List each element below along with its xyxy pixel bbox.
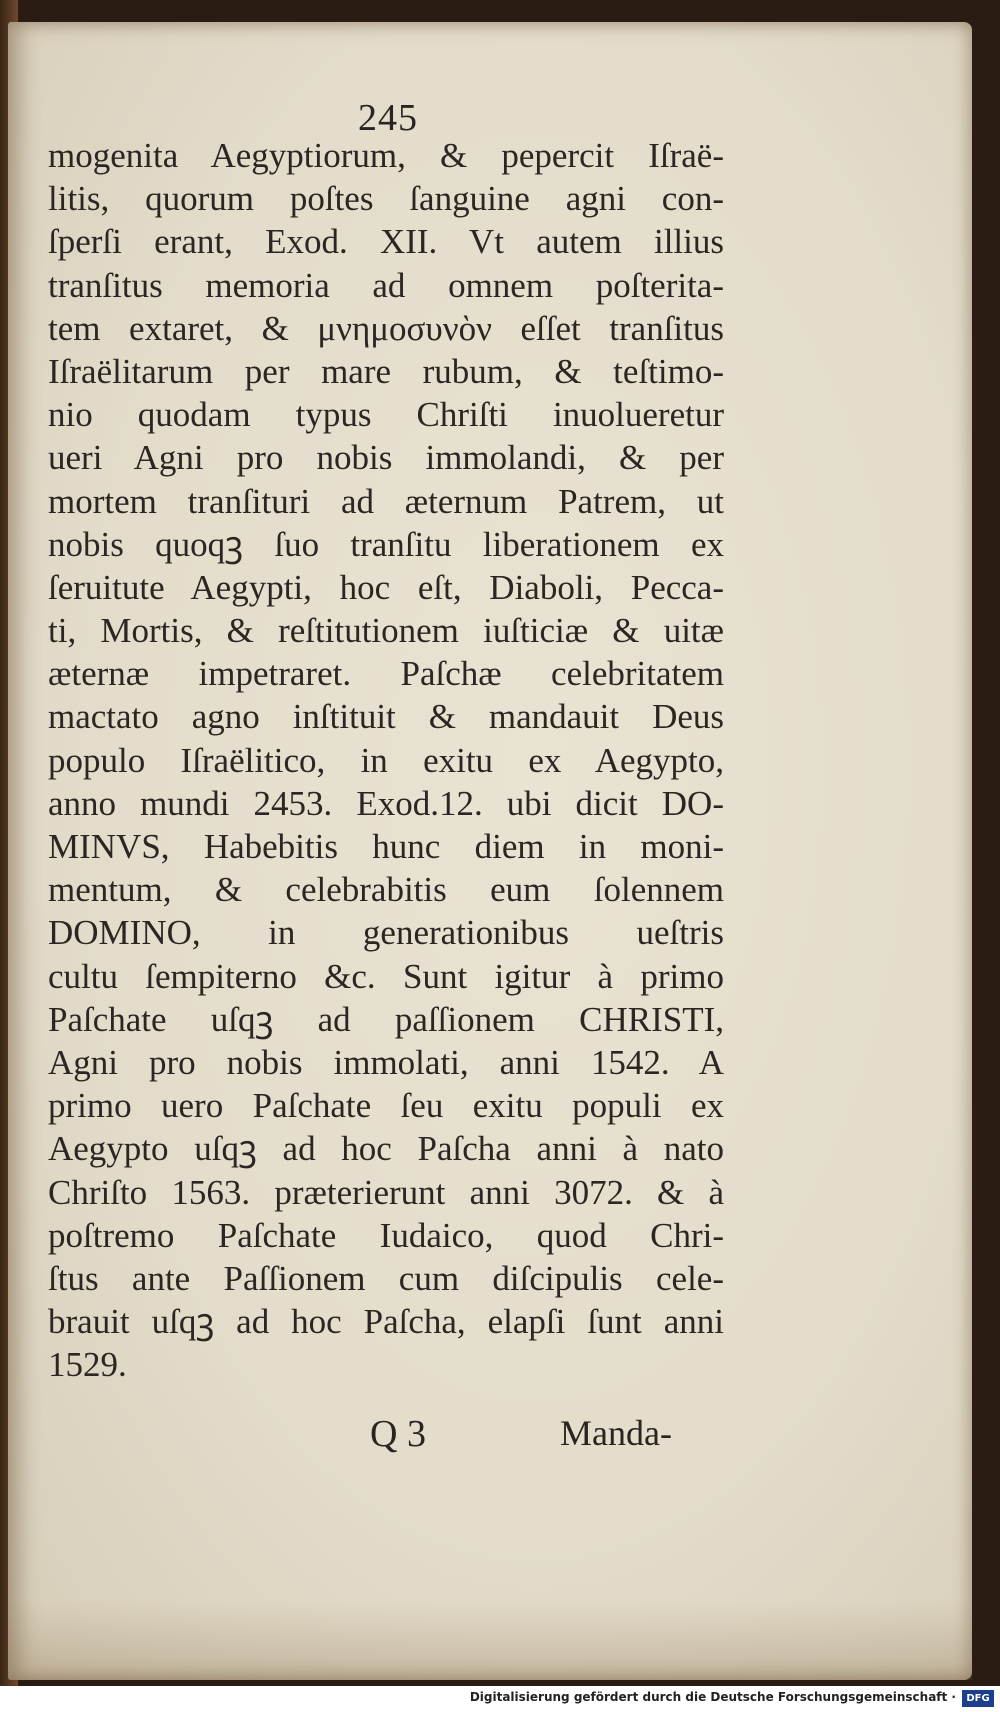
- text-line: ſeruitute Aegypti, hoc eſt, Diaboli, Pecca-: [48, 567, 724, 607]
- text-line: Agni pro nobis immolati, anni 1542. A: [48, 1042, 724, 1082]
- text-line: populo Iſraëlitico, in exitu ex Aegypto,: [48, 740, 724, 780]
- text-line: mentum, & celebrabitis eum ſolennem: [48, 870, 724, 910]
- page-footer: [8, 1412, 972, 1462]
- text-line: 1529.: [48, 1345, 127, 1385]
- text-line: ueri Agni pro nobis immolandi, & per: [48, 438, 724, 478]
- text-line: nio quodam typus Chriſti inuolueretur: [48, 395, 724, 435]
- text-line: Paſchate uſqꝫ ad paſſionem CHRISTI,: [48, 999, 724, 1039]
- text-line: mogenita Aegyptiorum, & pepercit Iſraë-: [48, 136, 724, 175]
- text-line: ſperſi erant, Exod. XII. Vt autem illius: [48, 222, 724, 262]
- text-line: DOMINO, in generationibus ueſtris: [48, 913, 724, 953]
- credit-bar: [0, 1686, 1000, 1712]
- page-stain: [8, 1600, 972, 1680]
- text-line: anno mundi 2453. Exod.12. ubi dicit DO-: [48, 783, 724, 823]
- text-line: poſtremo Paſchate Iudaico, quod Chri-: [48, 1215, 724, 1255]
- dfg-logo: DFG: [962, 1690, 994, 1707]
- text-line: litis, quorum poſtes ſanguine agni con-: [48, 179, 724, 219]
- text-line: ti, Mortis, & reſtitutionem iuſticiæ & uitæ: [48, 611, 724, 651]
- credit-text: Digitalisierung gefördert durch die Deutsche Forschungsgemeinschaft ·: [469, 1690, 956, 1704]
- book-page: [8, 22, 972, 1680]
- text-line: mactato agno inſtituit & mandauit Deus: [48, 697, 724, 737]
- text-line: brauit uſqꝫ ad hoc Paſcha, elapſi ſunt anni: [48, 1302, 724, 1342]
- text-line: ſtus ante Paſſionem cum diſcipulis cele-: [48, 1258, 724, 1298]
- text-line: æternæ impetraret. Paſchæ celebritatem: [48, 654, 724, 694]
- body-text: [48, 134, 724, 1386]
- text-line: cultu ſempiterno &c. Sunt igitur à primo: [48, 956, 724, 996]
- text-line: primo uero Paſchate ſeu exitu populi ex: [48, 1086, 724, 1126]
- text-line: tem extaret, & μνημοσυνὸν eſſet tranſitus: [48, 308, 724, 348]
- text-line: nobis quoqꝫ ſuo tranſitu liberationem ex: [48, 524, 724, 564]
- catchword: Manda-: [560, 1413, 672, 1453]
- text-line: Iſraëlitarum per mare rubum, & teſtimo-: [48, 351, 724, 391]
- text-line: Aegypto uſqꝫ ad hoc Paſcha anni à nato: [48, 1129, 724, 1169]
- signature-mark: Q 3: [370, 1413, 426, 1455]
- text-line: tranſitus memoria ad omnem poſterita-: [48, 265, 724, 305]
- text-line: mortem tranſituri ad æternum Patrem, ut: [48, 481, 724, 521]
- text-line: MINVS, Habebitis hunc diem in moni-: [48, 827, 724, 866]
- page-number: 245: [358, 97, 418, 139]
- text-line: Chriſto 1563. præterierunt anni 3072. & à: [48, 1172, 724, 1212]
